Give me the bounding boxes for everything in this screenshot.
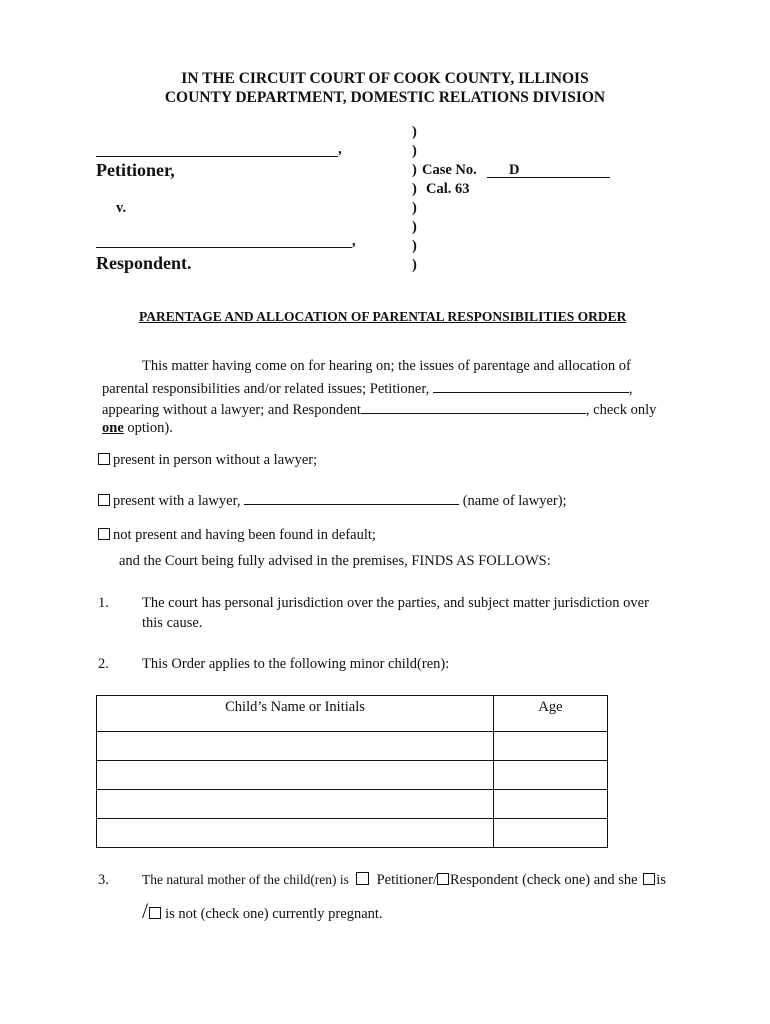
option-with-lawyer bbox=[98, 490, 567, 510]
caption-paren: ) bbox=[412, 124, 417, 140]
child-name-cell[interactable] bbox=[97, 761, 494, 790]
case-no-label: Case No. bbox=[422, 162, 477, 178]
option-default bbox=[98, 527, 376, 544]
child-age-cell[interactable] bbox=[494, 790, 608, 819]
table-row bbox=[97, 732, 608, 761]
caption-paren: ) bbox=[412, 219, 417, 235]
checkbox-default[interactable] bbox=[98, 528, 110, 540]
finding-1-number: 1. bbox=[98, 595, 109, 611]
caption-paren: ) bbox=[412, 257, 417, 273]
children-table bbox=[96, 695, 608, 848]
intro-respondent-text: appearing without a lawyer; and Respondent bbox=[102, 402, 361, 418]
respondent-name-line[interactable] bbox=[96, 247, 352, 248]
table-row bbox=[97, 819, 608, 848]
petitioner-name-field[interactable] bbox=[433, 378, 629, 393]
checkbox-pregnant-is-not[interactable] bbox=[149, 907, 161, 919]
finding-3-is-not-label: is not (check one) currently pregnant. bbox=[165, 906, 383, 922]
child-age-header: Age bbox=[494, 696, 608, 732]
checkbox-mother-respondent[interactable] bbox=[437, 873, 449, 885]
respondent-comma: , bbox=[352, 233, 356, 249]
child-name-cell[interactable] bbox=[97, 732, 494, 761]
child-age-cell[interactable] bbox=[494, 819, 608, 848]
finding-3-respondent-label: Respondent (check one) and she bbox=[449, 872, 638, 888]
calendar-label: Cal. 63 bbox=[426, 181, 470, 197]
petitioner-comma: , bbox=[338, 141, 342, 157]
intro-comma: , bbox=[628, 381, 633, 397]
finding-1-line-1: The court has personal jurisdiction over the parties, and subject matter jurisdiction over bbox=[142, 595, 649, 611]
lawyer-name-field[interactable] bbox=[244, 490, 459, 505]
finding-3-line-1 bbox=[142, 872, 666, 889]
finding-3-line-2 bbox=[142, 898, 383, 924]
finding-3-petitioner-label: Petitioner/ bbox=[376, 872, 437, 888]
versus-label: v. bbox=[116, 200, 127, 216]
caption-paren: ) bbox=[412, 162, 417, 178]
child-name-header: Child’s Name or Initials bbox=[97, 696, 494, 732]
case-no-field[interactable] bbox=[487, 162, 610, 178]
child-name-cell[interactable] bbox=[97, 819, 494, 848]
checkbox-with-lawyer[interactable] bbox=[98, 494, 110, 506]
intro-petitioner-text: parental responsibilities and/or related issues; Petitioner, bbox=[102, 381, 430, 397]
finding-2-text: This Order applies to the following minor child(ren): bbox=[142, 656, 450, 672]
intro-one-emphasis: one bbox=[102, 420, 124, 436]
table-row bbox=[97, 790, 608, 819]
option-with-lawyer-label: present with a lawyer, bbox=[113, 493, 241, 509]
respondent-label: Respondent. bbox=[96, 253, 192, 273]
petitioner-name-line[interactable] bbox=[96, 156, 338, 157]
checkbox-mother-petitioner[interactable] bbox=[356, 872, 369, 885]
intro-check-only: , check only bbox=[585, 402, 657, 418]
finding-1-line-2: this cause. bbox=[142, 615, 203, 631]
caption-paren: ) bbox=[412, 181, 417, 197]
child-age-cell[interactable] bbox=[494, 732, 608, 761]
option-default-label: not present and having been found in default; bbox=[113, 527, 376, 543]
intro-option-text: option). bbox=[123, 420, 173, 436]
petitioner-label: Petitioner, bbox=[96, 160, 175, 180]
intro-line-2 bbox=[102, 378, 632, 398]
intro-line-1: This matter having come on for hearing on; the issues of parentage and allocation of bbox=[142, 358, 631, 374]
division-heading: COUNTY DEPARTMENT, DOMESTIC RELATIONS DIVISION bbox=[164, 89, 606, 106]
finding-3-mother-text: The natural mother of the child(ren) is bbox=[142, 872, 349, 887]
intro-line-4 bbox=[102, 420, 173, 437]
caption-paren: ) bbox=[412, 200, 417, 216]
case-no-value: D bbox=[509, 162, 520, 178]
respondent-name-field[interactable] bbox=[361, 399, 586, 414]
caption-paren: ) bbox=[412, 238, 417, 254]
child-age-cell[interactable] bbox=[494, 761, 608, 790]
finding-2-number: 2. bbox=[98, 656, 109, 672]
court-heading: IN THE CIRCUIT COURT OF COOK COUNTY, ILLINOIS bbox=[181, 70, 589, 87]
intro-line-3 bbox=[102, 399, 656, 419]
table-header-row bbox=[97, 696, 608, 732]
finds-as-follows: and the Court being fully advised in the premises, FINDS AS FOLLOWS: bbox=[119, 553, 551, 569]
checkbox-in-person[interactable] bbox=[98, 453, 110, 465]
finding-3-number: 3. bbox=[98, 872, 109, 888]
finding-3-slash: / bbox=[142, 898, 149, 923]
order-title: PARENTAGE AND ALLOCATION OF PARENTAL RESPONSIBILITIES ORDER bbox=[139, 309, 627, 324]
option-in-person bbox=[98, 452, 317, 469]
child-name-cell[interactable] bbox=[97, 790, 494, 819]
checkbox-pregnant-is[interactable] bbox=[643, 873, 655, 885]
option-in-person-label: present in person without a lawyer; bbox=[113, 452, 318, 468]
option-lawyer-suffix: (name of lawyer); bbox=[462, 493, 567, 509]
finding-3-is-label: is bbox=[656, 872, 666, 888]
table-row bbox=[97, 761, 608, 790]
caption-paren: ) bbox=[412, 143, 417, 159]
